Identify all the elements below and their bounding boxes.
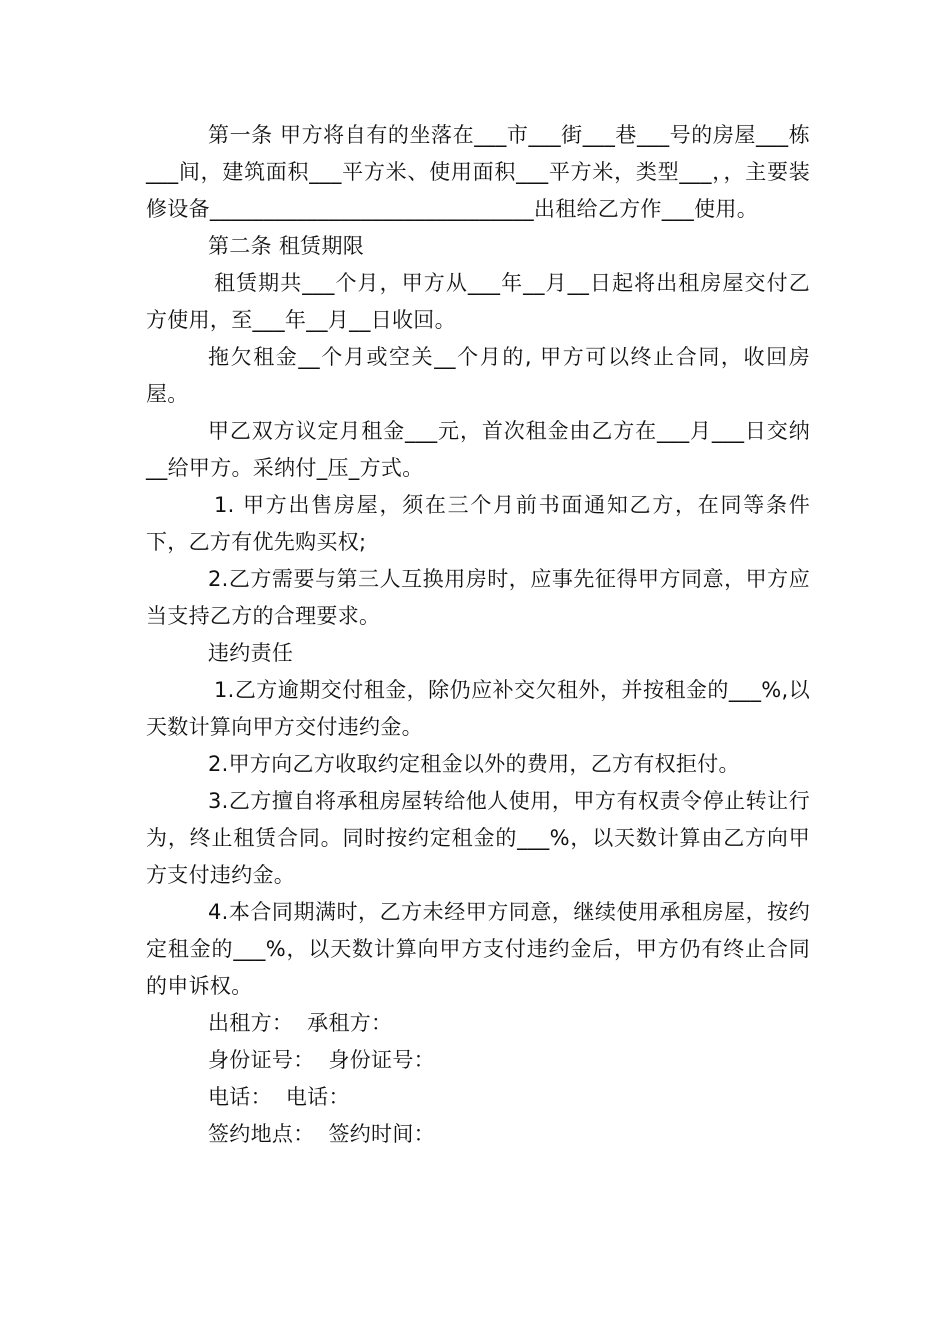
signature-place-time: 签约地点： 签约时间：	[208, 1122, 435, 1146]
rent-paragraph: 甲乙双方议定月租金___元，首次租金由乙方在___月___日交纳__给甲方。采纳付_压_方式。	[146, 419, 810, 480]
item-exchange-paragraph: 2.乙方需要与第三人互换用房时，应事先征得甲方同意，甲方应当支持乙方的合理要求。	[146, 567, 810, 628]
lease-term-paragraph: 租赁期共___个月，甲方从___年__月__日起将出租房屋交付乙方使用，至___年__月__日收回。	[146, 271, 810, 332]
signature-phones: 电话： 电话：	[208, 1085, 350, 1109]
breach-item-3: 3.乙方擅自将承租房屋转给他人使用，甲方有权责令停止转让行为，终止租赁合同。同时按约定租金的___%，以天数计算由乙方向甲方支付违约金。	[146, 789, 810, 887]
signature-id-numbers: 身份证号： 身份证号：	[208, 1048, 435, 1072]
document-body	[146, 117, 810, 1153]
breach-heading: 违约责任	[208, 641, 294, 665]
signature-parties: 出租方： 承租方：	[208, 1011, 393, 1035]
clause-1-paragraph: 第一条 甲方将自有的坐落在___市___街___巷___号的房屋___栋___间，建筑面积___平方米、使用面积___平方米，类型___，，主要装修设备______________________________出租给乙方作___使用。	[146, 123, 810, 221]
breach-item-2: 2.甲方向乙方收取约定租金以外的费用，乙方有权拒付。	[208, 752, 740, 776]
breach-item-1: 1.乙方逾期交付租金，除仍应补交欠租外，并按租金的___%,以天数计算向甲方交付违约金。	[146, 678, 810, 739]
clause-2-heading: 第二条 租赁期限	[208, 234, 365, 258]
arrears-paragraph: 拖欠租金__个月或空关__个月的, 甲方可以终止合同，收回房屋。	[146, 345, 810, 406]
breach-item-4: 4.本合同期满时，乙方未经甲方同意，继续使用承租房屋，按约定租金的___%，以天数计算向甲方支付违约金后，甲方仍有终止合同的申诉权。	[146, 900, 810, 998]
item-sale-paragraph: 1. 甲方出售房屋，须在三个月前书面通知乙方，在同等条件下，乙方有优先购买权;	[146, 493, 810, 554]
